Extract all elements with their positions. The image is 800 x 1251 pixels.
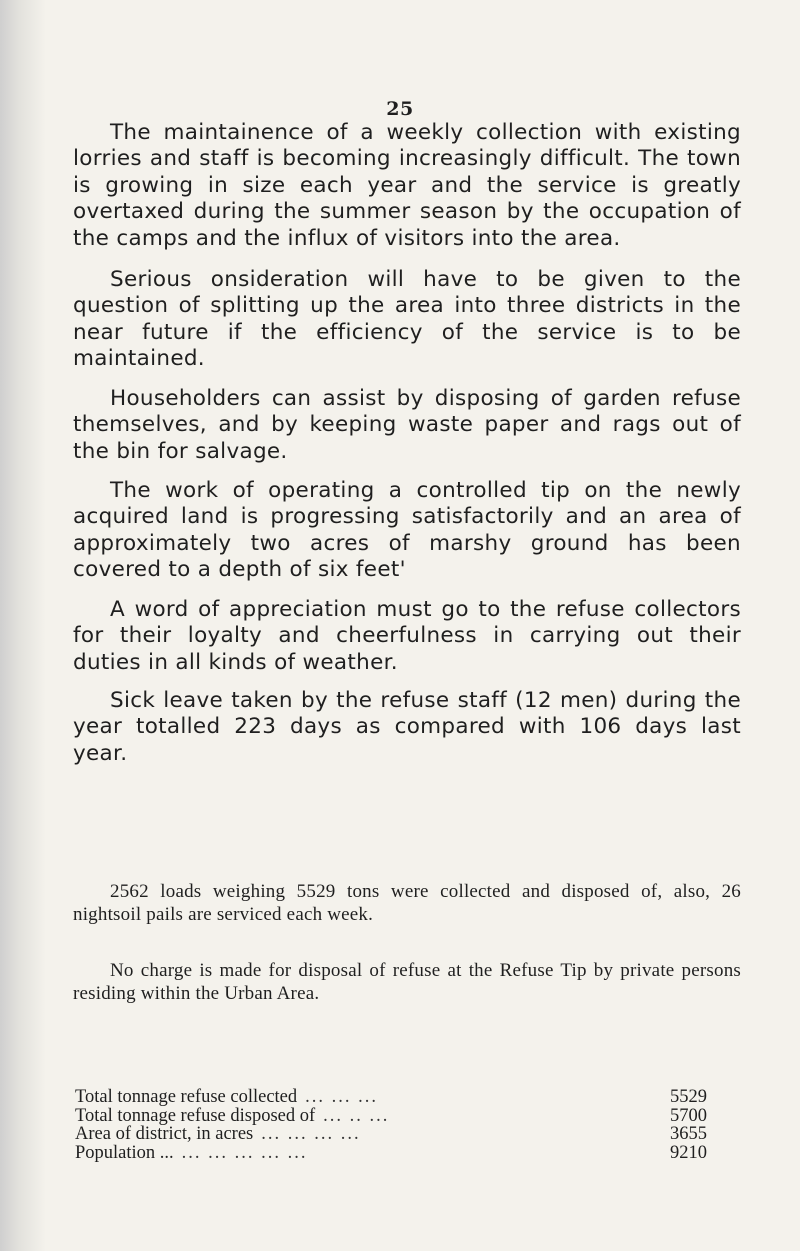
stat-row [75,1125,707,1144]
paragraph-sick-leave: Sick leave taken by the refuse staff (12 men) during the year totalled 223 days as compared with 106 days last year. [73,688,741,766]
stat-leader: ... .. ... [323,1106,390,1126]
stat-value: 3655 [670,1124,707,1145]
page-edge-shadow [0,0,46,1251]
stat-row [75,1088,707,1107]
statistics-table [75,1088,707,1162]
page-number: 25 [386,98,414,120]
paragraph-loads: 2562 loads weighing 5529 tons were collected and disposed of, also, 26 nightsoil pails are serviced each week. [73,881,741,925]
stat-leader: ... ... ... ... ... [181,1143,308,1163]
paragraph-controlled-tip: The work of operating a controlled tip on the newly acquired land is progressing satisfactorily and an area of approximately two acres of marshy ground has been covered to a depth of six feet' [73,478,741,583]
stat-row [75,1107,707,1126]
stat-value: 5700 [670,1105,707,1126]
paragraph-appreciation: A word of appreciation must go to the refuse collectors for their loyalty and cheerfulness in carrying out their duties in all kinds of weather. [73,597,741,675]
paragraph-householders: Householders can assist by disposing of garden refuse themselves, and by keeping waste paper and rags out of the bin for salvage. [73,386,741,464]
stat-label: Area of district, in acres [75,1124,254,1145]
stat-value: 9210 [670,1142,707,1163]
stat-value: 5529 [670,1087,707,1107]
stat-label: Total tonnage refuse collected [75,1087,298,1107]
paragraph-collection: The maintainence of a weekly collection with existing lorries and staff is becoming increasingly difficult. The town is growing in size each year and the service is greatly overtaxed during the summer season by the occupation of the camps and the influx of visitors into the area. [73,120,741,251]
stat-label: Population ... [75,1142,174,1163]
stat-label: Total tonnage refuse disposed of [75,1105,316,1126]
stat-row [75,1144,707,1163]
paragraph-districts: Serious onsideration will have to be given to the question of splitting up the area into three districts in the near future if the efficiency of the service is to be maintained. [73,267,741,372]
stat-leader: ... ... ... [305,1088,379,1107]
stat-leader: ... ... ... ... [261,1125,361,1144]
paragraph-no-charge: No charge is made for disposal of refuse at the Refuse Tip by private persons residing within the Urban Area. [73,960,741,1004]
